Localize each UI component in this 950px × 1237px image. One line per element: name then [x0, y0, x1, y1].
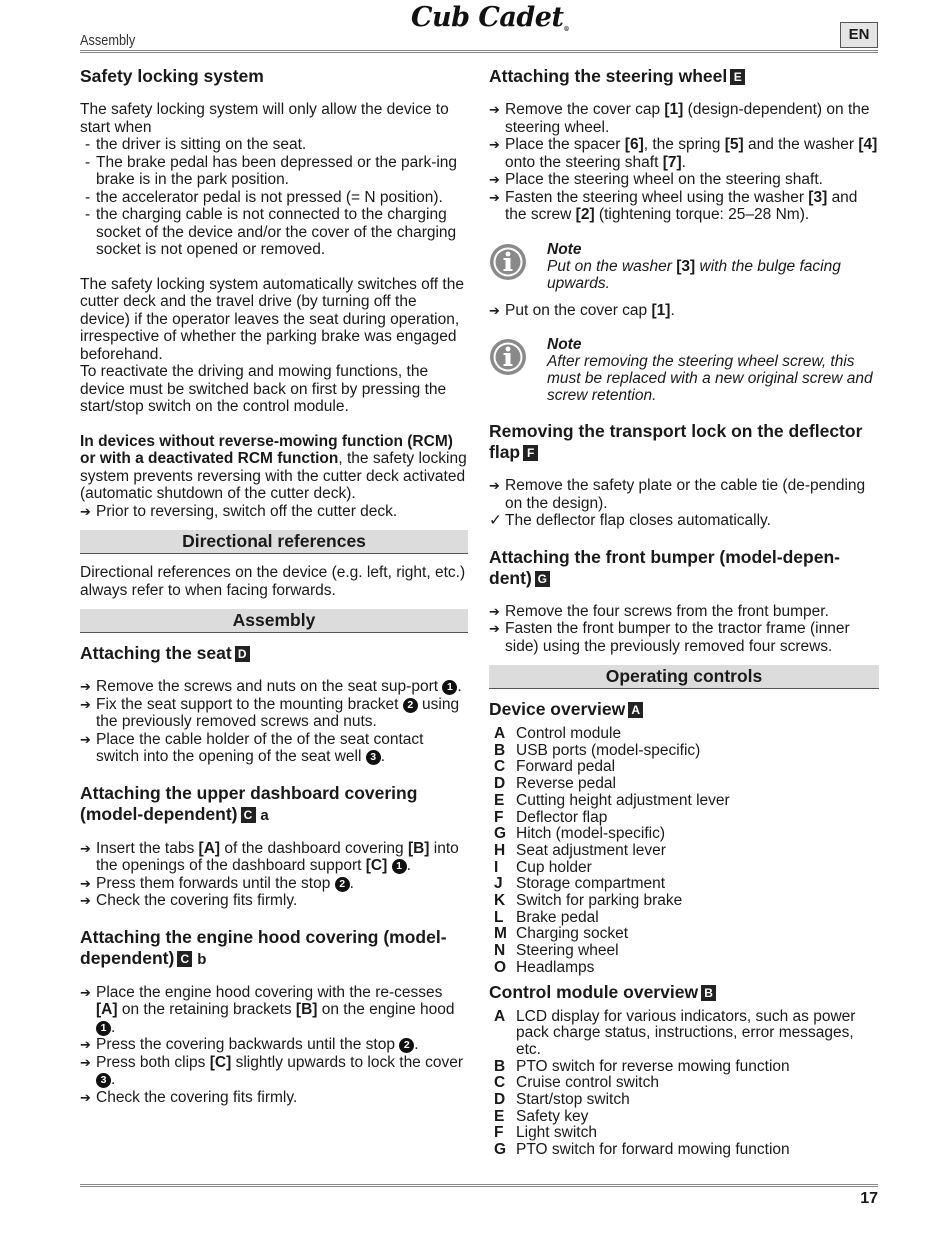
figure-ref-badge: G	[535, 571, 550, 587]
legend-item: D Reverse pedal	[494, 775, 616, 793]
legend-item: E Cutting height adjustment lever	[494, 791, 730, 809]
arrow-right-icon: ➔	[80, 840, 91, 856]
rcm-paragraph: In devices without reverse-mowing function (RCM) or with a deactivated RCM function, the safety locking system prevents reversing with the cutter deck activated (automatic shutdown of the cutter deck).	[80, 432, 467, 502]
figure-ref-badge: C	[241, 807, 256, 823]
note-body: Put on the washer [3] with the bulge facing upwards.	[547, 257, 841, 292]
heading-safety-locking: Safety locking system	[80, 66, 264, 86]
heading-transport-lock: Removing the transport lock on the deflector flap F	[489, 421, 863, 462]
arrow-right-icon: ➔	[489, 137, 500, 152]
legend-item: L Brake pedal	[494, 908, 599, 926]
figure-ref-badge: B	[701, 985, 716, 1001]
section-bar-directional: Directional references	[80, 530, 468, 554]
note-title: Note	[547, 240, 582, 258]
arrow-right-icon: ➔	[80, 1089, 91, 1105]
heading-device-overview: Device overview A	[489, 699, 879, 720]
arrow-right-icon: ➔	[80, 503, 91, 519]
callout-3-icon: 3	[366, 750, 381, 765]
bumper-steps	[489, 603, 879, 656]
heading-dashboard-covering: Attaching the upper dashboard covering (model-dependent) C a	[80, 782, 418, 824]
step-item: ➔ Place the engine hood covering with the re-cesses [A] on the retaining brackets [B] on the engine hood 1 .	[80, 983, 455, 1036]
figure-ref-badge: A	[628, 702, 643, 718]
transport-steps	[489, 477, 879, 512]
step-item: ➔ Place the cable holder of the of the seat contact switch into the opening of the seat well 3 .	[80, 730, 424, 765]
directional-text: Directional references on the device (e.g. left, right, etc.) always refer to when facing forwards.	[80, 564, 466, 599]
list-item: - the driver is sitting on the seat.	[85, 136, 307, 153]
heading-steering-wheel: Attaching the steering wheel E	[489, 66, 879, 87]
arrow-right-icon: ➔	[489, 603, 500, 619]
callout-1-icon: 1	[442, 680, 457, 695]
cover-cap-steps	[489, 302, 879, 320]
legend-item: M Charging socket	[494, 925, 629, 943]
right-column	[489, 66, 879, 1159]
arrow-right-icon: ➔	[80, 893, 91, 908]
result-item: ✓ The deflector flap closes automatically.	[489, 512, 771, 529]
arrow-right-icon: ➔	[489, 102, 500, 117]
legend-item: E Safety key	[494, 1107, 589, 1125]
heading-front-bumper: Attaching the front bumper (model-depen-dent) G	[489, 546, 840, 588]
step-item: ➔ Remove the screws and nuts on the seat sup-port 1 .	[80, 678, 462, 695]
callout-2-icon: 2	[399, 1038, 414, 1053]
arrow-right-icon: ➔	[80, 679, 91, 694]
figure-ref-badge: D	[235, 646, 250, 662]
step-item: ➔ Insert the tabs [A] of the dashboard covering [B] into the openings of the dashboard support [C] 1 .	[80, 839, 459, 874]
legend-item: J Storage compartment	[494, 875, 666, 893]
safety-paragraph-3: To reactivate the driving and mowing functions, the device must be switched back on first by pressing the start/stop switch on the control module.	[80, 363, 447, 415]
arrow-right-icon: ➔	[80, 875, 91, 891]
note-title: Note	[547, 336, 582, 353]
heading-engine-hood: Attaching the engine hood covering (model-dependent) C b	[80, 926, 447, 968]
callout-1-icon: 1	[96, 1021, 111, 1036]
arrow-right-icon: ➔	[489, 621, 500, 636]
step-item: ➔ Place the steering wheel on the steering shaft.	[489, 171, 823, 188]
rcm-steps	[80, 503, 468, 521]
step-item: ➔ Put on the cover cap [1].	[489, 301, 675, 319]
arrow-right-icon: ➔	[489, 189, 500, 205]
list-item: - the charging cable is not connected to the charging socket of the device and/or the cover of the charging socket is not opened or removed.	[85, 206, 457, 258]
callout-2-icon: 2	[335, 877, 350, 892]
section-bar-operating-controls: Operating controls	[489, 665, 879, 689]
legend-item: H Seat adjustment lever	[494, 841, 666, 859]
legend-item: I Cup holder	[494, 858, 592, 876]
info-icon	[489, 243, 527, 281]
list-item: - The brake pedal has been depressed or the park-ing brake is in the park position.	[85, 153, 458, 188]
arrow-right-icon: ➔	[80, 1037, 91, 1052]
figure-ref-badge: C	[177, 951, 192, 967]
header-divider	[80, 50, 878, 53]
arrow-right-icon: ➔	[80, 984, 91, 1000]
legend-item: F Deflector flap	[494, 808, 608, 826]
safety-intro: The safety locking system will only allow the device to start when	[80, 101, 449, 136]
step-item: ➔ Press them forwards until the stop 2 .	[80, 874, 354, 892]
note-body: After removing the steering wheel screw, this must be replaced with a new original screw and screw retention.	[547, 353, 873, 404]
step-item: ➔ Press the covering backwards until the stop 2 .	[80, 1036, 419, 1053]
step-item: ➔ Fasten the steering wheel using the washer [3] and the screw [2] (tightening torque: 25–28 Nm).	[489, 188, 858, 223]
step-item: ➔ Remove the cover cap [1] (design-dependent) on the steering wheel.	[489, 101, 870, 136]
page-header	[80, 0, 878, 54]
step-item: ➔ Check the covering fits firmly.	[80, 1088, 298, 1106]
legend-item: B PTO switch for reverse mowing function	[494, 1057, 790, 1075]
arrow-right-icon: ➔	[489, 478, 500, 493]
legend-item: F Light switch	[494, 1124, 597, 1142]
legend-item: C Cruise control switch	[494, 1074, 659, 1092]
dashboard-steps	[80, 840, 468, 910]
figure-ref-badge: F	[523, 445, 538, 461]
step-item: ➔ Fasten the front bumper to the tractor frame (inner side) using the previously removed four screws.	[489, 620, 850, 655]
footer-divider	[80, 1184, 878, 1187]
arrow-right-icon: ➔	[489, 172, 500, 187]
arrow-right-icon: ➔	[80, 1054, 91, 1070]
legend-item: G PTO switch for forward mowing function	[494, 1141, 790, 1159]
control-module-list	[489, 1009, 879, 1159]
note-box	[489, 241, 879, 292]
legend-item: A Control module	[494, 725, 622, 742]
callout-2-icon: 2	[403, 698, 418, 713]
note-box	[489, 336, 879, 404]
heading-attaching-seat: Attaching the seat D	[80, 643, 468, 664]
step-item: ➔ Check the covering fits firmly.	[80, 892, 298, 909]
step-item: ➔ Place the spacer [6], the spring [5] and the washer [4] onto the steering shaft [7].	[489, 136, 878, 171]
arrow-right-icon: ➔	[80, 731, 91, 747]
info-icon	[489, 338, 527, 376]
hood-steps	[80, 984, 468, 1107]
list-item: - the accelerator pedal is not pressed (= N position).	[85, 188, 443, 206]
device-overview-list	[489, 726, 879, 977]
legend-item: D Start/stop switch	[494, 1091, 630, 1109]
seat-steps	[80, 678, 468, 766]
figure-ref-badge: E	[730, 69, 745, 85]
heading-control-module-overview: Control module overview B	[489, 982, 879, 1003]
language-badge: EN	[840, 22, 878, 48]
safety-paragraph-2: The safety locking system automatically switches off the cutter deck and the travel drive (by turning off the device) if the operator leaves the seat during operation, irrespective of whether the parking brake was engaged beforehand.	[80, 275, 464, 363]
checkmark-icon: ✓	[489, 512, 502, 529]
page-number: 17	[860, 1190, 878, 1207]
legend-item: K Switch for parking brake	[494, 892, 683, 910]
step-item: ➔ Prior to reversing, switch off the cutter deck.	[80, 502, 398, 520]
section-bar-assembly: Assembly	[80, 609, 468, 633]
step-item: ➔ Remove the safety plate or the cable tie (de-pending on the design).	[489, 477, 866, 512]
callout-3-icon: 3	[96, 1073, 111, 1088]
safety-conditions-list	[80, 136, 468, 259]
brand-logo: Cub Cadet®	[411, 2, 569, 33]
legend-item: A LCD display for various indicators, such as power pack charge status, instructions, error messages, etc.	[494, 1007, 856, 1058]
step-item: ➔ Remove the four screws from the front bumper.	[489, 602, 829, 620]
left-column	[80, 66, 468, 1106]
arrow-right-icon: ➔	[489, 302, 500, 318]
section-label: Assembly	[80, 32, 136, 49]
legend-item: O Headlamps	[494, 958, 595, 976]
legend-item: N Steering wheel	[494, 942, 619, 960]
legend-item: B USB ports (model-specific)	[494, 741, 701, 759]
callout-1-icon: 1	[392, 859, 407, 874]
step-item: ➔ Fix the seat support to the mounting bracket 2 using the previously removed screws and nuts.	[80, 695, 460, 730]
legend-item: G Hitch (model-specific)	[494, 825, 666, 843]
step-item: ➔ Press both clips [C] slightly upwards to lock the cover 3 .	[80, 1053, 464, 1088]
legend-item: C Forward pedal	[494, 758, 616, 776]
steering-steps	[489, 101, 879, 224]
arrow-right-icon: ➔	[80, 696, 91, 712]
